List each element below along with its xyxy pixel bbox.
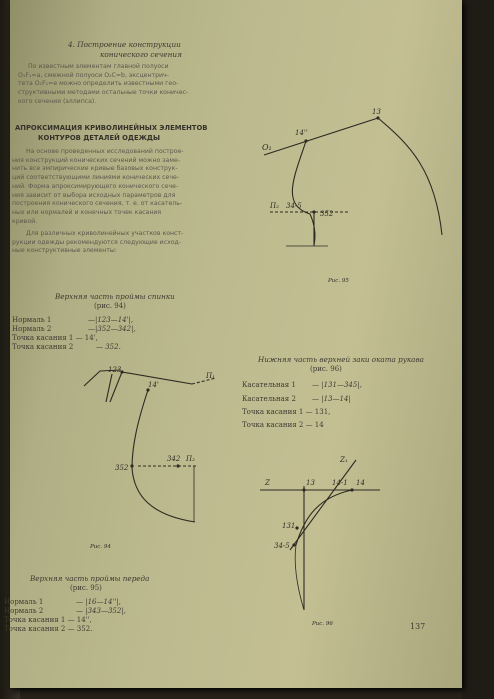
block1-row-value: —|123—14'|, — [88, 316, 134, 324]
fig94-label: П₂ — [186, 455, 195, 463]
block2-row-label: Касательная 1 — [242, 381, 296, 389]
fig96-label: 13 — [306, 479, 315, 487]
fig96-point-131 — [295, 526, 298, 529]
fig95-label: 352 — [320, 210, 334, 218]
block3-title: Верхняя часть проймы переда — [30, 574, 150, 583]
fig94-label: П₁ — [206, 372, 215, 380]
block2-row-label: Касательная 2 — [242, 395, 296, 403]
fig94-label: 352 — [115, 464, 129, 472]
fig96-label: 34-5 — [274, 542, 290, 550]
block3-subtitle: (рис. 95) — [70, 584, 102, 592]
block1-row-value: —|352—342|, — [88, 325, 136, 333]
block1-subtitle: (рис. 94) — [94, 302, 126, 310]
fig95-label: 34-5 — [286, 202, 302, 210]
body-line: ные конструктивные элементы: — [12, 247, 117, 255]
fig94-caption: Рис. 94 — [90, 544, 111, 550]
fig96-lower-curve — [295, 545, 304, 610]
block2-row-value: — |131—345|, — [312, 381, 362, 389]
block2-subtitle: (рис. 96) — [310, 365, 342, 373]
section-title-line-1: 4. Построение конструкции — [68, 40, 181, 49]
body-line: Для различных криволинейных участков конст- — [26, 230, 184, 237]
fig95-label: П₂ — [270, 202, 279, 210]
block2-row-label: Точка касания 2 — 14 — [242, 421, 324, 429]
block2-title: Нижняя часть верхней заки оката рукава — [258, 355, 424, 364]
fig96-label: Z₁ — [340, 456, 348, 464]
fig94-label: 123 — [108, 366, 122, 374]
block1-row-label: Нормаль 1 — [12, 316, 52, 324]
section-title-line-2: конического сечения — [100, 50, 182, 59]
intro-line: По известным элементам главной полуоси — [28, 63, 169, 70]
fig96-caption: Рис. 96 — [312, 621, 333, 627]
block3-row-value: — |343—352|, — [76, 607, 126, 615]
book-page — [4, 0, 462, 688]
fig96-label: 14-1 — [332, 479, 348, 487]
fig96-label: 14 — [356, 479, 365, 487]
fig96-label: 131 — [282, 522, 296, 530]
block3-row-label: Точка касания 1 — 14'', — [4, 616, 92, 624]
figure-96 — [10, 0, 462, 688]
fig94-label: 14' — [148, 381, 159, 389]
fig96-point-345 — [292, 543, 295, 546]
body-line: рукции одежды рекомендуются следующие исход- — [12, 238, 182, 246]
body-line: ных или нормалей и конечных точек касания — [12, 208, 162, 216]
body-line: ний. Форма апроксимирующего конического сече- — [12, 182, 179, 190]
block2-row-label: Точка касания 1 — 131, — [242, 408, 331, 416]
block1-row-label: Нормаль 2 — [12, 325, 52, 333]
fig96-label: Z — [265, 479, 270, 487]
fig95-label: 13 — [372, 108, 381, 116]
fig96-point-13 — [302, 488, 305, 491]
intro-line: структивными методами остальные точки коничес- — [18, 89, 189, 97]
fig95-caption: Рис. 95 — [328, 278, 349, 284]
block2-row-value: — |13—14| — [312, 395, 351, 403]
block3-row-label: Нормаль 1 — [4, 598, 44, 606]
fig95-label: 14'' — [295, 129, 308, 137]
fig96-point-14 — [350, 488, 353, 491]
body-line: На основе проведенных исследований построе- — [26, 148, 184, 155]
body-line: ния конструкций конических сечений можно заме- — [12, 156, 181, 164]
body-line: построения конического сечения, т. е. от касатель- — [12, 200, 183, 208]
body-line: ния зависит от выбора исходных параметров для — [12, 191, 176, 199]
body-line: нить все эмпирические кривые базовых конструк- — [12, 165, 178, 173]
block3-row-label: Нормаль 2 — [4, 607, 44, 615]
body-line: кривой. — [12, 217, 38, 225]
heading-line-2: КОНТУРОВ ДЕТАЛЕЙ ОДЕЖДЫ — [38, 134, 161, 142]
intro-line: тета O₁F₁=e можно определить известными гео- — [18, 80, 179, 88]
fig95-label: O₁ — [262, 143, 272, 152]
block1-title: Верхняя часть проймы спинки — [55, 292, 175, 301]
block3-row-value: — |16—14''|, — [76, 598, 121, 606]
block1-row-label: Точка касания 1 — 14', — [12, 334, 98, 342]
fig96-tangent-line — [290, 460, 356, 550]
background-edge — [462, 0, 494, 699]
intro-line: O₁F₁=a, смежной полуоси O₂C=b, эксцентрич- — [18, 71, 169, 79]
heading-line-1: АПРОКСИМАЦИЯ КРИВОЛИНЕЙНЫХ ЭЛЕМЕНТОВ — [15, 124, 208, 132]
intro-line: кого сечения (эллипса). — [18, 97, 97, 105]
block3-row-label: Точка касания 2 — 352. — [4, 625, 93, 633]
page-number: 137 — [410, 622, 426, 631]
fig94-label: 342 — [167, 455, 181, 463]
body-line: ций соответствующими линиями конических сече- — [12, 174, 180, 182]
block1-row-label: Точка касания 2 — [12, 343, 74, 351]
block1-row-value: — 352. — [96, 343, 121, 351]
